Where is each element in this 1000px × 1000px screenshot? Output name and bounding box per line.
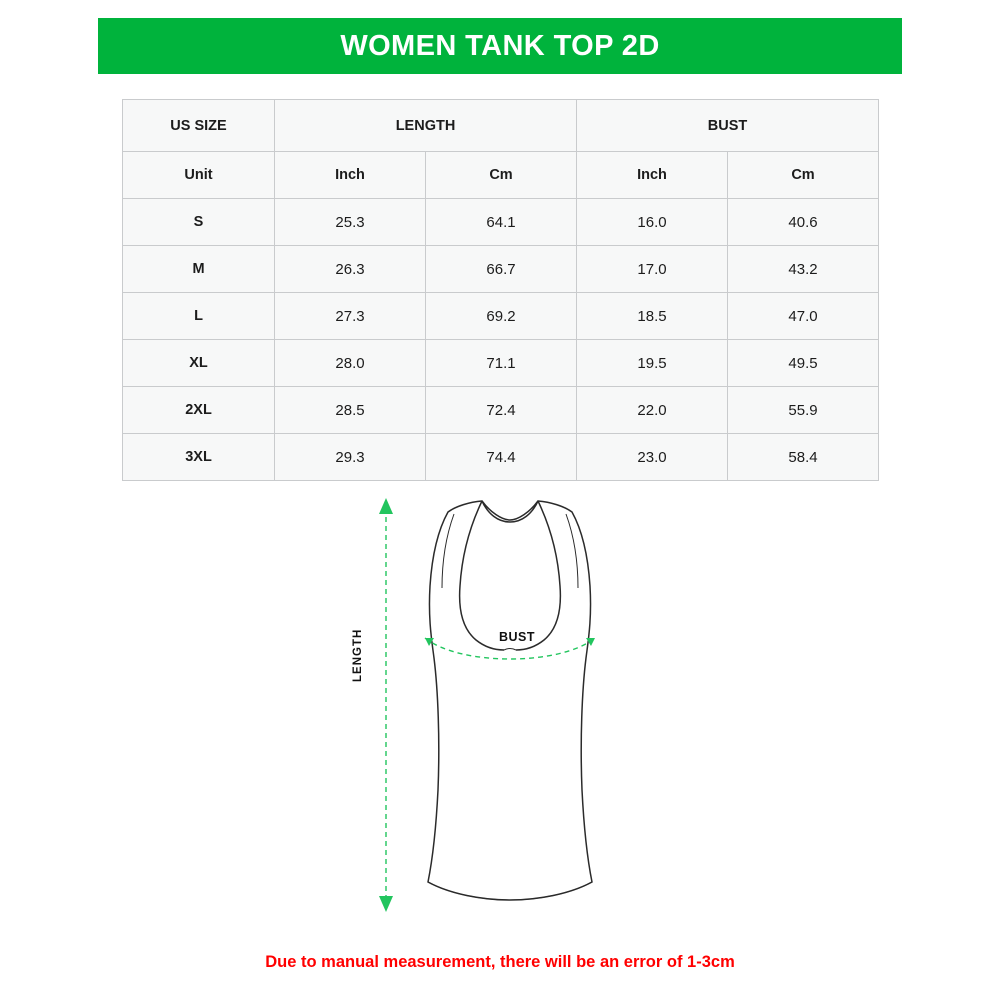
cell-length-cm: 64.1: [426, 199, 577, 246]
length-measure-label: LENGTH: [352, 628, 364, 682]
column-header-length: LENGTH: [275, 100, 577, 152]
cell-length-inch: 28.5: [275, 387, 426, 434]
size-chart-table-wrapper: [122, 99, 878, 481]
unit-bust-cm: Cm: [728, 152, 879, 199]
row-size-label: 3XL: [123, 434, 275, 481]
garment-diagram: [330, 490, 690, 930]
cell-length-inch: 28.0: [275, 340, 426, 387]
cell-bust-cm: 43.2: [728, 246, 879, 293]
cell-bust-inch: 18.5: [577, 293, 728, 340]
tank-top-outline: [428, 501, 592, 900]
cell-bust-inch: 16.0: [577, 199, 728, 246]
cell-bust-inch: 19.5: [577, 340, 728, 387]
row-size-label: XL: [123, 340, 275, 387]
unit-length-cm: Cm: [426, 152, 577, 199]
column-header-bust: BUST: [577, 100, 879, 152]
table-row: [123, 293, 879, 340]
table-row: [123, 199, 879, 246]
cell-length-cm: 71.1: [426, 340, 577, 387]
cell-length-cm: 66.7: [426, 246, 577, 293]
table-row: [123, 246, 879, 293]
page-title: WOMEN TANK TOP 2D: [340, 29, 660, 62]
cell-bust-cm: 40.6: [728, 199, 879, 246]
header-banner: [98, 18, 902, 74]
cell-length-inch: 29.3: [275, 434, 426, 481]
cell-bust-cm: 49.5: [728, 340, 879, 387]
cell-bust-cm: 47.0: [728, 293, 879, 340]
row-size-label: L: [123, 293, 275, 340]
cell-bust-inch: 22.0: [577, 387, 728, 434]
cell-length-cm: 69.2: [426, 293, 577, 340]
table-unit-row: [123, 152, 879, 199]
bust-measure-label: BUST: [499, 630, 536, 644]
length-measure-arrows: [379, 498, 393, 912]
cell-bust-cm: 55.9: [728, 387, 879, 434]
cell-length-inch: 26.3: [275, 246, 426, 293]
row-size-label: M: [123, 246, 275, 293]
row-size-label: S: [123, 199, 275, 246]
measurement-disclaimer: Due to manual measurement, there will be an error of 1-3cm: [265, 953, 735, 971]
table-row: [123, 434, 879, 481]
cell-length-cm: 72.4: [426, 387, 577, 434]
cell-length-inch: 25.3: [275, 199, 426, 246]
cell-bust-inch: 17.0: [577, 246, 728, 293]
table-row: [123, 340, 879, 387]
table-row: [123, 387, 879, 434]
cell-bust-cm: 58.4: [728, 434, 879, 481]
table-group-header-row: [123, 100, 879, 152]
unit-label: Unit: [123, 152, 275, 199]
cell-bust-inch: 23.0: [577, 434, 728, 481]
size-chart-table: [122, 99, 879, 481]
cell-length-cm: 74.4: [426, 434, 577, 481]
cell-length-inch: 27.3: [275, 293, 426, 340]
unit-bust-inch: Inch: [577, 152, 728, 199]
unit-length-inch: Inch: [275, 152, 426, 199]
column-header-us-size: US SIZE: [123, 100, 275, 152]
row-size-label: 2XL: [123, 387, 275, 434]
